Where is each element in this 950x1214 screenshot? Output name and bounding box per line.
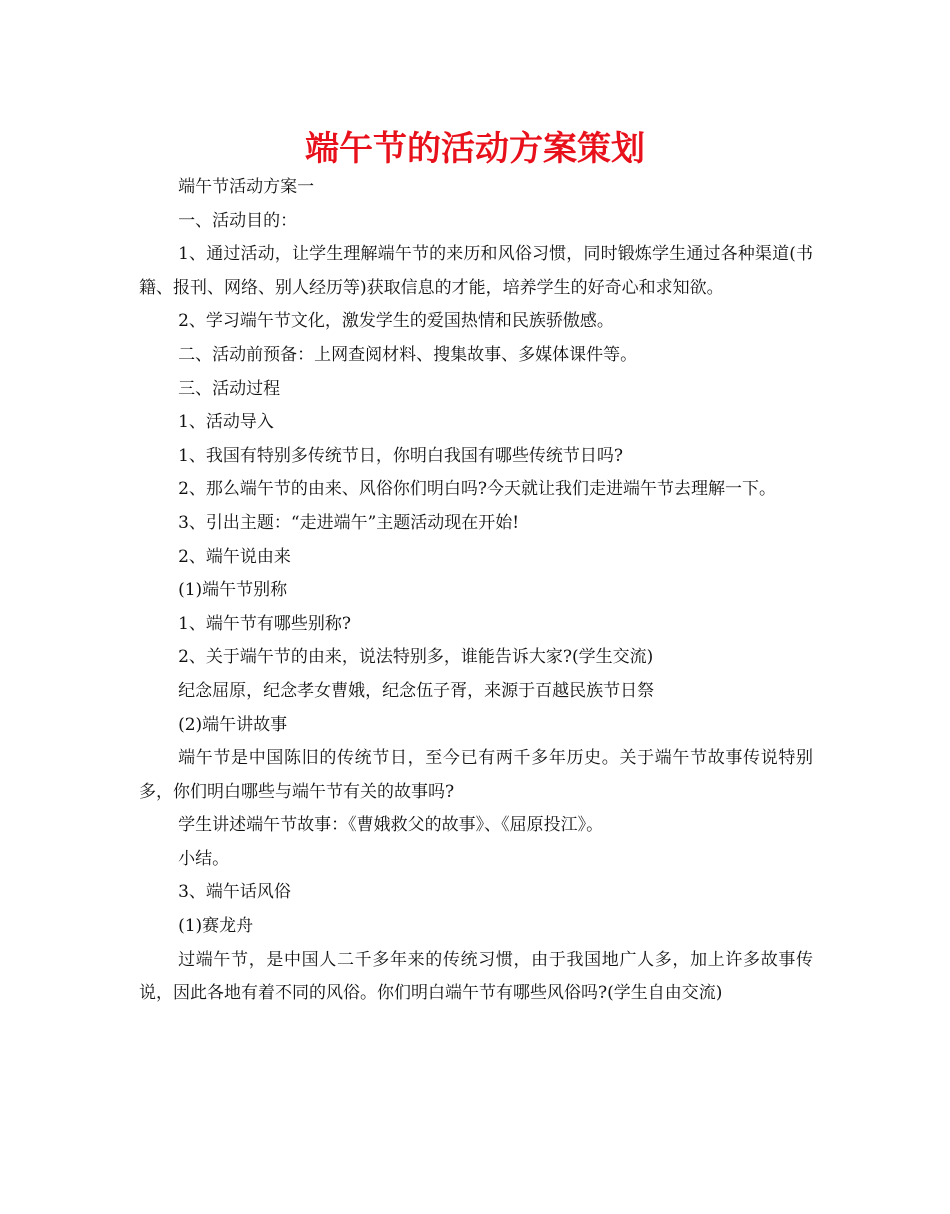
paragraph: 3、端午话风俗 [178, 882, 291, 903]
paragraph: 纪念屈原，纪念孝女曹娥，纪念伍子胥，来源于百越民族节日祭 [178, 680, 655, 701]
page-title: 端午节的活动方案策划 [305, 129, 645, 169]
paragraph: 1、通过活动，让学生理解端午节的来历和风俗习惯，同时锻炼学生通过各种渠道(书籍、报刊、网络、别人经历等)获取信息的才能，培养学生的好奇心和求知欲。 [139, 244, 813, 298]
paragraph: 2、端午说由来 [178, 546, 291, 567]
paragraph: 2、关于端午节的由来，说法特别多，谁能告诉大家?(学生交流) [178, 647, 654, 668]
paragraph: 端午节活动方案一 [178, 177, 315, 197]
paragraph: 1、端午节有哪些别称? [178, 613, 352, 634]
paragraph: 3、引出主题：“走进端午”主题活动现在开始! [178, 512, 520, 533]
paragraph: 1、我国有特别多传统节日，你明白我国有哪些传统节日吗? [178, 445, 624, 466]
paragraph: 一、活动目的： [178, 210, 298, 231]
paragraph: 二、活动前预备：上网查阅材料、搜集故事、多媒体课件等。 [178, 344, 638, 365]
paragraph: 1、活动导入 [178, 412, 274, 433]
paragraph: (1)端午节别称 [178, 580, 288, 601]
paragraph: 学生讲述端午节故事：《曹娥救父的故事》、《屈原投江》。 [178, 815, 604, 836]
paragraph: 端午节是中国陈旧的传统节日，至今已有两千多年历史。关于端午节故事传说特别多，你们明白哪些与端午节有关的故事吗? [139, 748, 813, 802]
paragraph: 2、那么端午节的由来、风俗你们明白吗?今天就让我们走进端午节去理解一下。 [178, 479, 777, 500]
document-body [139, 171, 813, 1011]
paragraph: 小结。 [178, 848, 230, 869]
paragraph: 2、学习端午节文化，激发学生的爱国热情和民族骄傲感。 [178, 311, 614, 332]
paragraph: (1)赛龙舟 [178, 916, 254, 937]
paragraph: (2)端午讲故事 [178, 714, 288, 735]
paragraph: 过端午节，是中国人二千多年来的传统习惯，由于我国地广人多，加上许多故事传说，因此各地有着不同的风俗。你们明白端午节有哪些风俗吗?(学生自由交流) [139, 949, 813, 1004]
paragraph: 三、活动过程 [178, 378, 281, 399]
